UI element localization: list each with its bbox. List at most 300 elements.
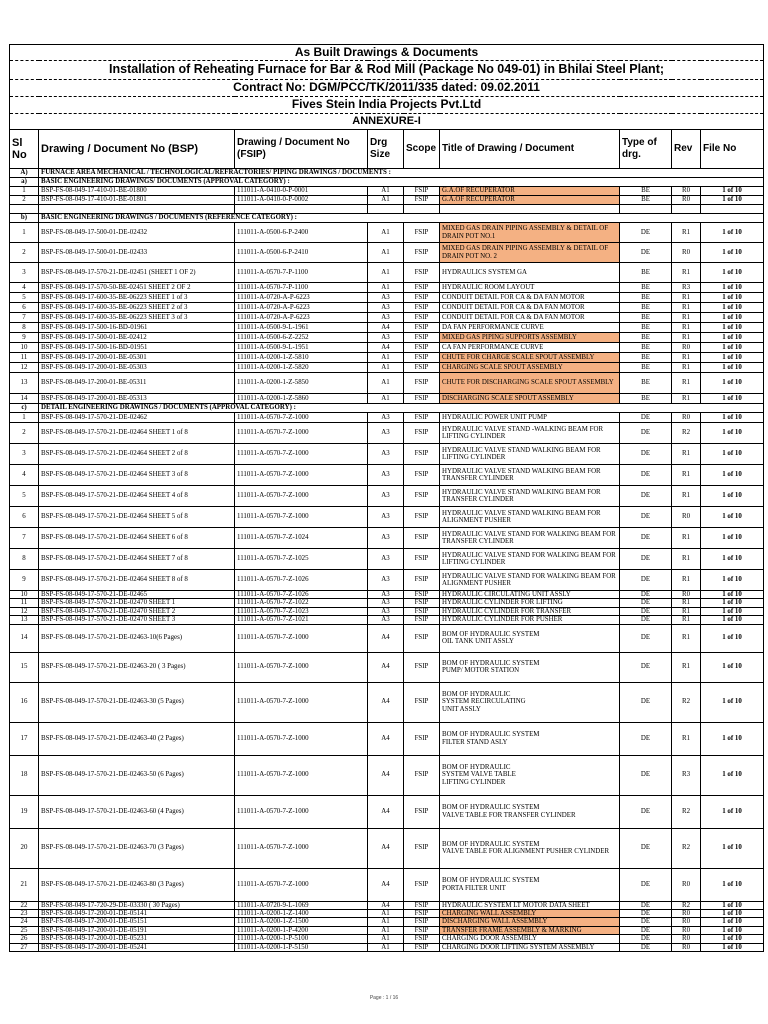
bsp-drawing-number: BSP-FS-08-049-17-200-01-BE-05311 (39, 373, 235, 394)
serial-number: 3 (10, 444, 39, 465)
revision: R3 (672, 283, 701, 293)
bsp-drawing-number: BSP-FS-08-049-17-570-21-DE-02451 (SHEET 1 OF 2) (39, 263, 235, 283)
serial-number: 12 (10, 607, 39, 615)
drawing-type: BE (620, 363, 672, 373)
table-row (10, 363, 764, 373)
scope: FSIP (404, 901, 440, 909)
serial-number: 23 (10, 910, 39, 918)
scope: FSIP (404, 910, 440, 918)
table-row (10, 682, 764, 722)
file-number: 1 of 10 (701, 910, 764, 918)
drawing-size: A3 (368, 313, 404, 323)
revision: R1 (672, 394, 701, 404)
drawing-type: DE (620, 528, 672, 549)
drawing-title: HYDRAULIC CYLINDER FOR PUSHER (440, 616, 620, 624)
revision: R2 (672, 795, 701, 828)
section-marker: b) (10, 214, 39, 223)
table-row (10, 413, 764, 423)
scope: FSIP (404, 607, 440, 615)
scope: FSIP (404, 624, 440, 652)
serial-number: 26 (10, 935, 39, 943)
serial-number: 9 (10, 333, 39, 343)
drawing-type: DE (620, 624, 672, 652)
drawing-title: CHUTE FOR CHARGE SCALE SPOUT ASSEMBLY (440, 353, 620, 363)
serial-number: 25 (10, 926, 39, 934)
file-number: 1 of 10 (701, 293, 764, 303)
drawing-type: DE (620, 926, 672, 934)
file-number: 1 of 10 (701, 373, 764, 394)
fsip-drawing-number: 111011-A-0570-7-Z-1000 (235, 486, 368, 507)
file-number: 1 of 10 (701, 486, 764, 507)
serial-number: 16 (10, 682, 39, 722)
serial-number: 2 (10, 243, 39, 263)
drawing-size: A4 (368, 624, 404, 652)
bsp-drawing-number: BSP-FS-08-049-17-570-21-DE-02464 SHEET 1 of 8 (39, 423, 235, 444)
serial-number: 2 (10, 196, 39, 205)
drawing-size: A1 (368, 943, 404, 951)
bsp-drawing-number: BSP-FS-08-049-17-570-21-DE-02463-70 (3 Pages) (39, 828, 235, 868)
drawing-size: A1 (368, 935, 404, 943)
revision: R1 (672, 263, 701, 283)
scope: FSIP (404, 652, 440, 682)
revision: R1 (672, 486, 701, 507)
drawing-size: A4 (368, 682, 404, 722)
scope: FSIP (404, 486, 440, 507)
blank-cell (440, 205, 620, 214)
drawing-size: A4 (368, 795, 404, 828)
drawing-title: MIXED GAS DRAIN PIPING ASSEMBLY & DETAIL OF DRAIN POT NO.1 (440, 223, 620, 243)
file-number: 1 of 10 (701, 868, 764, 901)
drawing-type: DE (620, 549, 672, 570)
drawing-title: BOM OF HYDRAULIC SYSTEM VALVE TABLE FOR ALIGNMENT PUSHER CYLINDER (440, 828, 620, 868)
drawing-type: DE (620, 682, 672, 722)
drawing-title: HYDRAULIC VALVE STAND FOR WALKING BEAM FOR TRANSFER CYLINDER (440, 528, 620, 549)
revision: R1 (672, 444, 701, 465)
fsip-drawing-number: 111011-A-0570-7-Z-1000 (235, 624, 368, 652)
drawing-type: DE (620, 570, 672, 591)
table-row (10, 795, 764, 828)
fsip-drawing-number: 111011-A-0200-1-P-5100 (235, 935, 368, 943)
drawing-type: BE (620, 373, 672, 394)
serial-number: 1 (10, 187, 39, 196)
drawing-size: A3 (368, 591, 404, 599)
scope: FSIP (404, 868, 440, 901)
drawing-size: A4 (368, 722, 404, 755)
scope: FSIP (404, 196, 440, 205)
table-row (10, 828, 764, 868)
serial-number: 15 (10, 652, 39, 682)
bsp-drawing-number: BSP-FS-08-049-17-200-01-DE-05241 (39, 943, 235, 951)
drawing-title: DISCHARGING SCALE SPOUT ASSEMBLY (440, 394, 620, 404)
fsip-drawing-number: 111011-A-0570-7-Z-1000 (235, 795, 368, 828)
drawing-size: A3 (368, 465, 404, 486)
revision: R0 (672, 910, 701, 918)
drawing-size: A1 (368, 187, 404, 196)
file-number: 1 of 10 (701, 901, 764, 909)
table-row (10, 591, 764, 599)
drawing-size: A3 (368, 486, 404, 507)
scope: FSIP (404, 926, 440, 934)
fsip-drawing-number: 111011-A-0200-1-Z-5850 (235, 373, 368, 394)
bsp-drawing-number: BSP-FS-08-049-17-200-01-BE-05303 (39, 363, 235, 373)
table-row (10, 353, 764, 363)
scope: FSIP (404, 935, 440, 943)
bsp-drawing-number: BSP-FS-08-049-17-570-21-DE-02464 SHEET 8 of 8 (39, 570, 235, 591)
drawing-title: CHUTE FOR DISCHARGING SCALE SPOUT ASSEMBLY (440, 373, 620, 394)
scope: FSIP (404, 507, 440, 528)
file-number: 1 of 10 (701, 795, 764, 828)
drawing-title: CHARGING WALL ASSEMBLY (440, 910, 620, 918)
serial-number: 3 (10, 263, 39, 283)
drawing-size: A3 (368, 528, 404, 549)
table-row (10, 570, 764, 591)
bsp-drawing-number: BSP-FS-08-049-17-200-01-DE-05191 (39, 926, 235, 934)
file-number: 1 of 10 (701, 313, 764, 323)
table-row (10, 755, 764, 795)
section-header-row (10, 169, 764, 178)
revision: R1 (672, 303, 701, 313)
drawing-type: DE (620, 652, 672, 682)
serial-number: 21 (10, 868, 39, 901)
column-header: Title of Drawing / Document (440, 130, 620, 169)
file-number: 1 of 10 (701, 935, 764, 943)
revision: R0 (672, 868, 701, 901)
revision: R1 (672, 323, 701, 333)
revision: R1 (672, 607, 701, 615)
file-number: 1 of 10 (701, 507, 764, 528)
column-header: Rev (672, 130, 701, 169)
revision: R2 (672, 901, 701, 909)
scope: FSIP (404, 616, 440, 624)
drawing-title: CONDUIT DETAIL FOR CA & DA FAN MOTOR (440, 303, 620, 313)
scope: FSIP (404, 303, 440, 313)
file-number: 1 of 10 (701, 652, 764, 682)
fsip-drawing-number: 111011-A-0200-1-P-5150 (235, 943, 368, 951)
project-title: Installation of Reheating Furnace for Bar & Rod Mill (Package No 049-01) in Bhilai Steel Plant; (10, 61, 764, 80)
scope: FSIP (404, 343, 440, 353)
drawing-title: HYDRAULIC VALVE STAND WALKING BEAM FOR TRANSFER CYLINDER (440, 465, 620, 486)
drawing-type: BE (620, 293, 672, 303)
revision: R0 (672, 591, 701, 599)
drawing-type: DE (620, 910, 672, 918)
bsp-drawing-number: BSP-FS-08-049-17-600-35-BE-06223 SHEET 2 of 3 (39, 303, 235, 313)
bsp-drawing-number: BSP-FS-08-049-17-200-01-DE-05231 (39, 935, 235, 943)
scope: FSIP (404, 283, 440, 293)
fsip-drawing-number: 111011-A-0570-7-Z-1024 (235, 528, 368, 549)
file-number: 1 of 10 (701, 444, 764, 465)
drawing-type: DE (620, 943, 672, 951)
drawing-size: A4 (368, 755, 404, 795)
fsip-drawing-number: 111011-A-0410-0-P-0001 (235, 187, 368, 196)
bsp-drawing-number: BSP-FS-08-049-17-570-21-DE-02463-80 (3 Pages) (39, 868, 235, 901)
drawing-title: HYDRAULIC VALVE STAND FOR WALKING BEAM FOR LIFTING CYLINDER (440, 549, 620, 570)
table-row (10, 313, 764, 323)
table-row (10, 507, 764, 528)
serial-number: 17 (10, 722, 39, 755)
file-number: 1 of 10 (701, 303, 764, 313)
drawing-type: DE (620, 413, 672, 423)
serial-number: 22 (10, 901, 39, 909)
bsp-drawing-number: BSP-FS-08-049-17-570-21-DE-02465 (39, 591, 235, 599)
table-row (10, 616, 764, 624)
column-header: Drawing / Document No (BSP) (39, 130, 235, 169)
fsip-drawing-number: 111011-A-0570-7-Z-1021 (235, 616, 368, 624)
bsp-drawing-number: BSP-FS-08-049-17-720-29-DE-03330 ( 30 Pages) (39, 901, 235, 909)
annexure-label: ANNEXURE-I (10, 114, 764, 130)
serial-number: 1 (10, 413, 39, 423)
drawing-size: A1 (368, 373, 404, 394)
bsp-drawing-number: BSP-FS-08-049-17-570-21-DE-02463-40 (2 Pages) (39, 722, 235, 755)
section-header-row (10, 214, 764, 223)
blank-row (10, 205, 764, 214)
revision: R0 (672, 918, 701, 926)
fsip-drawing-number: 111011-A-0570-7-Z-1000 (235, 413, 368, 423)
serial-number: 6 (10, 507, 39, 528)
section-title: BASIC ENGINEERING DRAWINGS/ DOCUMENTS (APPROVAL CATEGORY) : (39, 178, 764, 187)
drawing-title: CONDUIT DETAIL FOR CA & DA FAN MOTOR (440, 293, 620, 303)
drawing-title: BOM OF HYDRAULIC SYSTEM PORTA FILTER UNIT (440, 868, 620, 901)
file-number: 1 of 10 (701, 343, 764, 353)
serial-number: 8 (10, 549, 39, 570)
file-number: 1 of 10 (701, 570, 764, 591)
file-number: 1 of 10 (701, 223, 764, 243)
drawing-title: BOM OF HYDRAULIC SYSTEM VALVE TABLE FOR TRANSFER CYLINDER (440, 795, 620, 828)
serial-number: 11 (10, 353, 39, 363)
scope: FSIP (404, 444, 440, 465)
drawing-title: HYDRAULIC CYLINDER FOR LIFTING (440, 599, 620, 607)
drawing-title: HYDRAULIC VALVE STAND -WALKING BEAM FOR LIFTING CYLINDER (440, 423, 620, 444)
scope: FSIP (404, 918, 440, 926)
bsp-drawing-number: BSP-FS-08-049-17-570-21-DE-02463-60 (4 Pages) (39, 795, 235, 828)
file-number: 1 of 10 (701, 394, 764, 404)
scope: FSIP (404, 528, 440, 549)
table-row (10, 243, 764, 263)
serial-number: 18 (10, 755, 39, 795)
fsip-drawing-number: 111011-A-0200-1-Z-5810 (235, 353, 368, 363)
drawing-size: A4 (368, 828, 404, 868)
register-table (9, 44, 764, 952)
table-row (10, 343, 764, 353)
scope: FSIP (404, 223, 440, 243)
section-title: DETAIL ENGINEERING DRAWINGS / DOCUMENTS (APPROVAL CATEGORY) : (39, 404, 764, 413)
section-header-row (10, 404, 764, 413)
file-number: 1 of 10 (701, 591, 764, 599)
table-row (10, 722, 764, 755)
drawing-size: A4 (368, 323, 404, 333)
drawing-size: A1 (368, 926, 404, 934)
file-number: 1 of 10 (701, 196, 764, 205)
drawing-register (9, 44, 763, 952)
serial-number: 6 (10, 303, 39, 313)
section-marker: a) (10, 178, 39, 187)
file-number: 1 of 10 (701, 599, 764, 607)
drawing-title: HYDRAULIC SYSTEM LT MOTOR DATA SHEET (440, 901, 620, 909)
serial-number: 9 (10, 570, 39, 591)
serial-number: 20 (10, 828, 39, 868)
bsp-drawing-number: BSP-FS-08-049-17-410-01-BE-01801 (39, 196, 235, 205)
file-number: 1 of 10 (701, 187, 764, 196)
fsip-drawing-number: 111011-A-0570-7-Z-1000 (235, 828, 368, 868)
file-number: 1 of 10 (701, 918, 764, 926)
file-number: 1 of 10 (701, 263, 764, 283)
drawing-size: A3 (368, 293, 404, 303)
file-number: 1 of 10 (701, 722, 764, 755)
drawing-size: A3 (368, 413, 404, 423)
drawing-type: DE (620, 616, 672, 624)
drawing-size: A4 (368, 868, 404, 901)
serial-number: 5 (10, 293, 39, 303)
column-header: Type of drg. (620, 130, 672, 169)
fsip-drawing-number: 111011-A-0570-7-Z-1026 (235, 570, 368, 591)
bsp-drawing-number: BSP-FS-08-049-17-570-21-DE-02463-10(6 Pages) (39, 624, 235, 652)
fsip-drawing-number: 111011-A-0410-0-P-0002 (235, 196, 368, 205)
drawing-type: DE (620, 591, 672, 599)
drawing-title: TRANSFER FRAME ASSEMBLY & MARKING (440, 926, 620, 934)
drawing-title: DA FAN PERFORMANCE CURVE (440, 323, 620, 333)
column-header: Sl No (10, 130, 39, 169)
revision: R1 (672, 624, 701, 652)
bsp-drawing-number: BSP-FS-08-049-17-200-01-BE-05313 (39, 394, 235, 404)
scope: FSIP (404, 363, 440, 373)
revision: R0 (672, 343, 701, 353)
bsp-drawing-number: BSP-FS-08-049-17-570-21-DE-02464 SHEET 7 of 8 (39, 549, 235, 570)
drawing-size: A4 (368, 901, 404, 909)
file-number: 1 of 10 (701, 607, 764, 615)
drawing-title: MIXED GAS DRAIN PIPING ASSEMBLY & DETAIL OF DRAIN POT NO. 2 (440, 243, 620, 263)
drawing-title: BOM OF HYDRAULIC SYSTEM FILTER STAND ASLY (440, 722, 620, 755)
table-row (10, 935, 764, 943)
serial-number: 10 (10, 591, 39, 599)
bsp-drawing-number: BSP-FS-08-049-17-570-21-DE-02463-20 ( 3 Pages) (39, 652, 235, 682)
fsip-drawing-number: 111011-A-0500-6-P-2410 (235, 243, 368, 263)
fsip-drawing-number: 111011-A-0570-7-Z-1000 (235, 755, 368, 795)
drawing-type: BE (620, 187, 672, 196)
drawing-size: A1 (368, 910, 404, 918)
table-row (10, 283, 764, 293)
file-number: 1 of 10 (701, 624, 764, 652)
revision: R2 (672, 682, 701, 722)
drawing-type: DE (620, 423, 672, 444)
table-row (10, 223, 764, 243)
revision: R0 (672, 413, 701, 423)
fsip-drawing-number: 111011-A-0500-6-Z-2252 (235, 333, 368, 343)
drawing-title: DISCHARGING WALL ASSEMBLY (440, 918, 620, 926)
fsip-drawing-number: 111011-A-0200-1-P-4200 (235, 926, 368, 934)
drawing-size: A1 (368, 243, 404, 263)
table-row (10, 187, 764, 196)
drawing-type: DE (620, 243, 672, 263)
bsp-drawing-number: BSP-FS-08-049-17-570-50-BE-02451 SHEET 2 OF 2 (39, 283, 235, 293)
revision: R3 (672, 755, 701, 795)
drawing-size: A1 (368, 363, 404, 373)
scope: FSIP (404, 599, 440, 607)
serial-number: 14 (10, 624, 39, 652)
revision: R0 (672, 196, 701, 205)
bsp-drawing-number: BSP-FS-08-049-17-500-16-BD-01951 (39, 343, 235, 353)
fsip-drawing-number: 111011-A-0200-1-Z-5820 (235, 363, 368, 373)
column-header: File No (701, 130, 764, 169)
fsip-drawing-number: 111011-A-0570-7-Z-1000 (235, 423, 368, 444)
table-row (10, 943, 764, 951)
bsp-drawing-number: BSP-FS-08-049-17-600-35-BE-06223 SHEET 3 of 3 (39, 313, 235, 323)
serial-number: 24 (10, 918, 39, 926)
bsp-drawing-number: BSP-FS-08-049-17-570-21-DE-02463-50 (6 Pages) (39, 755, 235, 795)
file-number: 1 of 10 (701, 243, 764, 263)
revision: R1 (672, 223, 701, 243)
table-row (10, 910, 764, 918)
bsp-drawing-number: BSP-FS-08-049-17-200-01-DE-05151 (39, 918, 235, 926)
drawing-type: DE (620, 795, 672, 828)
drawing-type: DE (620, 507, 672, 528)
drawing-type: BE (620, 303, 672, 313)
drawing-title: HYDRAULIC VALVE STAND WALKING BEAM FOR ALIGNMENT PUSHER (440, 507, 620, 528)
blank-cell (404, 205, 440, 214)
drawing-type: DE (620, 868, 672, 901)
drawing-title: CHARGING DOOR LIFTING SYSTEM ASSEMBLY (440, 943, 620, 951)
fsip-drawing-number: 111011-A-0200-1-Z-1500 (235, 918, 368, 926)
scope: FSIP (404, 263, 440, 283)
drawing-title: HYDRAULIC VALVE STAND WALKING BEAM FOR TRANSFER CYLINDER (440, 486, 620, 507)
scope: FSIP (404, 755, 440, 795)
revision: R1 (672, 652, 701, 682)
table-row (10, 868, 764, 901)
column-header-row (10, 130, 764, 169)
section-title: FURNACE AREA MECHANICAL / TECHNOLOGICAL/REFRACTORIES/ PIPING DRAWINGS / DOCUMENTS : (39, 169, 764, 178)
revision: R1 (672, 333, 701, 343)
column-header: Drawing / Document No (FSIP) (235, 130, 368, 169)
fsip-drawing-number: 111011-A-0570-7-Z-1023 (235, 607, 368, 615)
scope: FSIP (404, 353, 440, 363)
bsp-drawing-number: BSP-FS-08-049-17-570-21-DE-02470 SHEET 2 (39, 607, 235, 615)
drawing-title: HYDRAULIC CIRCULATING UNIT ASSLY (440, 591, 620, 599)
company-name: Fives Stein India Projects Pvt.Ltd (10, 97, 764, 114)
drawing-type: DE (620, 223, 672, 243)
section-marker: A) (10, 169, 39, 178)
fsip-drawing-number: 111011-A-0720-A-P-6223 (235, 293, 368, 303)
fsip-drawing-number: 111011-A-0570-7-Z-1000 (235, 507, 368, 528)
fsip-drawing-number: 111011-A-0720-A-P-6223 (235, 313, 368, 323)
revision: R0 (672, 926, 701, 934)
scope: FSIP (404, 943, 440, 951)
fsip-drawing-number: 111011-A-0720-A-P-6223 (235, 303, 368, 313)
serial-number: 5 (10, 486, 39, 507)
table-row (10, 901, 764, 909)
scope: FSIP (404, 373, 440, 394)
scope: FSIP (404, 570, 440, 591)
drawing-type: DE (620, 935, 672, 943)
drawing-type: BE (620, 313, 672, 323)
bsp-drawing-number: BSP-FS-08-049-17-570-21-DE-02462 (39, 413, 235, 423)
drawing-title: CHARGING DOOR ASSEMBLY (440, 935, 620, 943)
file-number: 1 of 10 (701, 528, 764, 549)
drawing-type: BE (620, 343, 672, 353)
bsp-drawing-number: BSP-FS-08-049-17-600-35-BE-06223 SHEET 1 of 3 (39, 293, 235, 303)
drawing-type: DE (620, 828, 672, 868)
scope: FSIP (404, 413, 440, 423)
fsip-drawing-number: 111011-A-0570-7-P-1100 (235, 263, 368, 283)
drawing-type: DE (620, 722, 672, 755)
scope: FSIP (404, 828, 440, 868)
serial-number: 2 (10, 423, 39, 444)
drawing-size: A3 (368, 549, 404, 570)
fsip-drawing-number: 111011-A-0500-9-L-1951 (235, 343, 368, 353)
table-row (10, 624, 764, 652)
drawing-size: A3 (368, 570, 404, 591)
serial-number: 27 (10, 943, 39, 951)
table-row (10, 373, 764, 394)
drawing-size: A3 (368, 423, 404, 444)
table-row (10, 549, 764, 570)
